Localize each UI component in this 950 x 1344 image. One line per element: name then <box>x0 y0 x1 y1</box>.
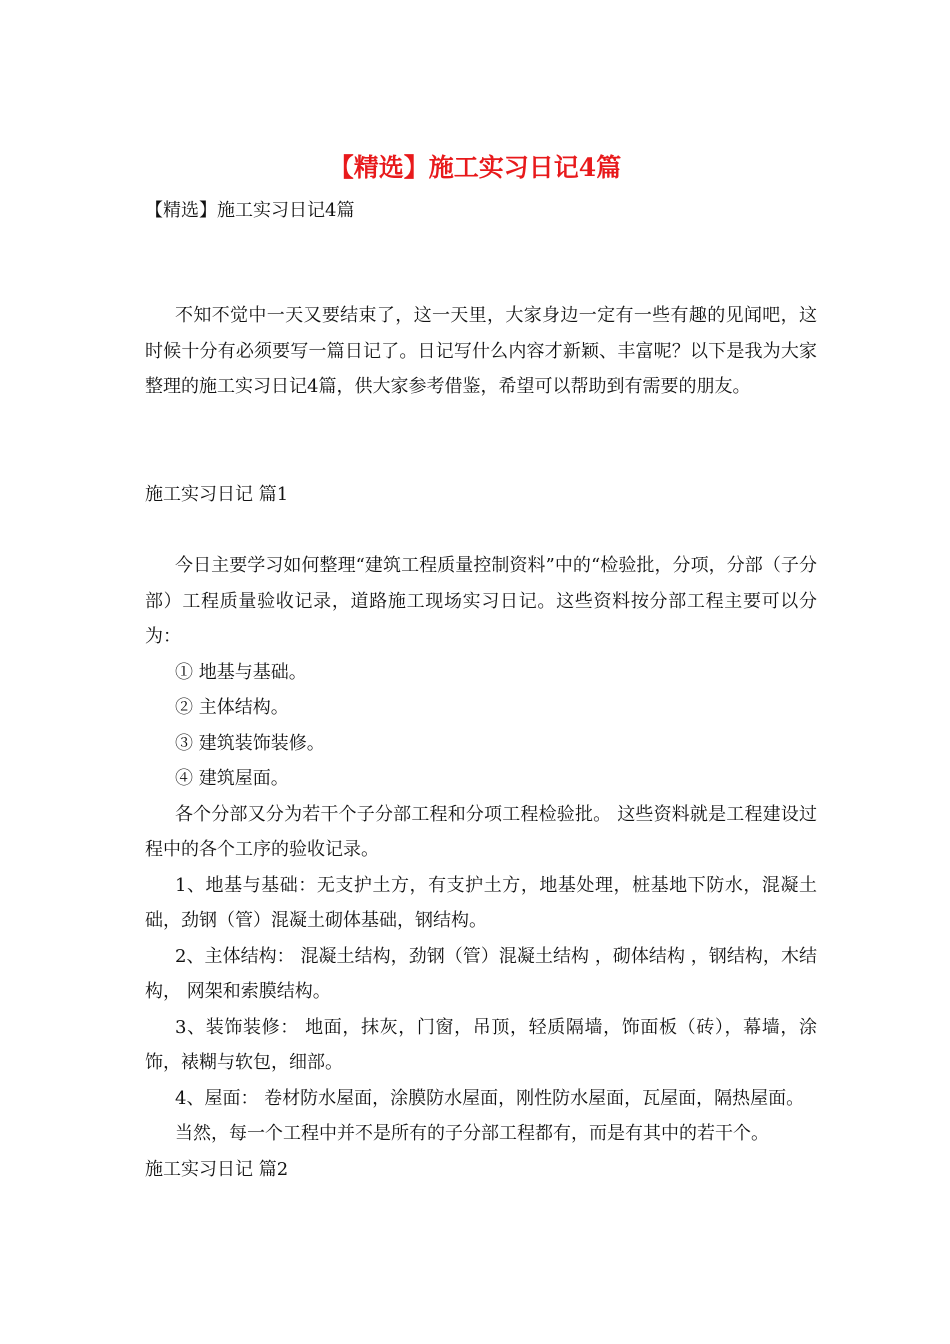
numbered-item: 3、装饰装修： 地面，抹灰，门窗，吊顶，轻质隔墙，饰面板（砖），幕墙，涂饰，裱糊与软包，细部。 <box>145 1016 817 1073</box>
list-item: ① 地基与基础。 <box>175 661 307 683</box>
section-1-paragraph-2: 各个分部又分为若干个子分部工程和分项工程检验批。 这些资料就是工程建设过程中的各个工序的验收记录。 <box>145 803 817 860</box>
list-item: ③ 建筑装饰装修。 <box>175 732 325 754</box>
section-2-heading: 施工实习日记 篇2 <box>145 1158 289 1180</box>
list-item: ④ 建筑屋面。 <box>175 768 289 789</box>
numbered-item: 2、主体结构： 混凝土结构，劲钢（管）混凝土结构 ，砌体结构 ，钢结构，木结构， 网架和索膜结构。 <box>145 945 817 1002</box>
section-1 <box>145 477 817 513</box>
section-1-body <box>145 548 817 1187</box>
section-1-paragraph-3: 当然，每一个工程中并不是所有的子分部工程都有，而是有其中的若干个。 <box>175 1123 769 1144</box>
document-title: 【精选】施工实习日记4篇 <box>328 153 622 182</box>
document-subtitle: 【精选】施工实习日记4篇 <box>145 200 355 221</box>
intro-block <box>145 298 817 405</box>
section-1-heading: 施工实习日记 篇1 <box>145 484 289 505</box>
intro-paragraph: 不知不觉中一天又要结束了，这一天里，大家身边一定有一些有趣的见闻吧，这时候十分有必须要写一篇日记了。日记写什么内容才新颖、丰富呢？以下是我为大家整理的施工实习日记4篇，供大家参考借鉴，希望可以帮助到有需要的朋友。 <box>145 305 817 397</box>
numbered-item: 1、地基与基础：无支护土方，有支护土方，地基处理，桩基地下防水，混凝土础，劲钢（管）混凝土砌体基础，钢结构。 <box>145 874 817 931</box>
numbered-item: 4、屋面： 卷材防水屋面，涂膜防水屋面，刚性防水屋面，瓦屋面，隔热屋面。 <box>175 1087 805 1109</box>
section-1-paragraph-1: 今日主要学习如何整理“建筑工程质量控制资料”中的“检验批，分项，分部（子分部）工程质量验收记录，道路施工现场实习日记。这些资料按分部工程主要可以分为： <box>145 555 817 647</box>
list-item: ② 主体结构。 <box>175 697 289 718</box>
